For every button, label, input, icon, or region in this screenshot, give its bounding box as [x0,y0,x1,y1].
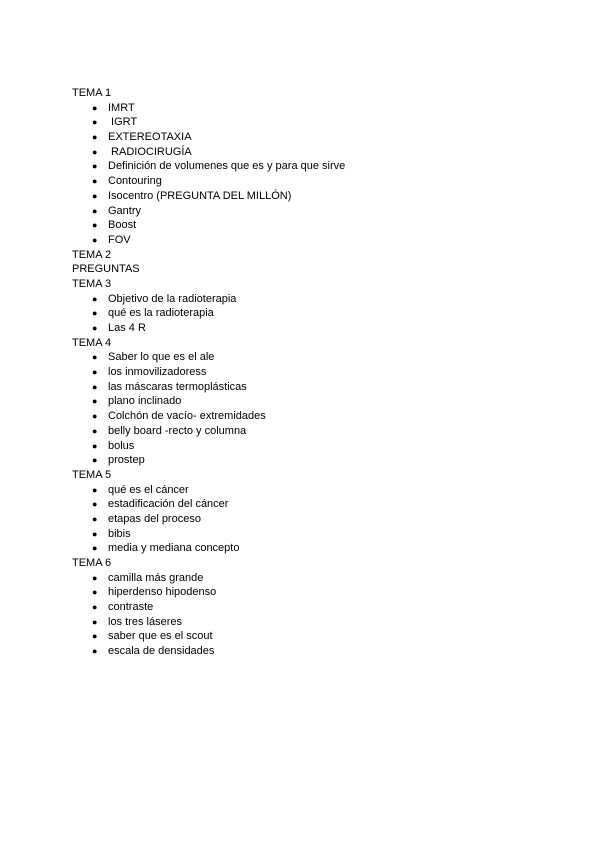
bullet-icon: ● [92,367,98,378]
list-item-text: plano inclinado [108,395,182,408]
list-item [72,585,552,600]
list-item-text: las máscaras termoplásticas [108,380,247,393]
list-item [72,483,552,498]
list-item [72,424,552,439]
list-item [72,512,552,527]
list-item-text: los inmovilizadoress [108,366,207,379]
list-item-text: escala de densidades [108,645,215,658]
bullet-icon: ● [92,205,98,216]
bullet-icon: ● [92,308,98,319]
list-item-text: Las 4 R [108,322,146,334]
list-item [72,409,552,424]
bullet-icon: ● [92,616,98,627]
bullet-icon: ● [92,602,98,613]
list-item [72,115,552,130]
list-item [72,394,552,409]
bullet-icon: ● [92,161,98,172]
list-item [72,350,552,365]
section-heading: TEMA 2 [72,248,112,261]
bullet-icon: ● [92,646,98,657]
bullet-icon: ● [92,132,98,143]
list-item-text: Saber lo que es el ale [108,351,215,364]
list-item [72,453,552,468]
list-item [72,600,552,615]
bullet-icon: ● [92,631,98,642]
bullet-icon: ● [92,146,98,157]
list-item-text: Isocentro (PREGUNTA DEL MILLÓN) [108,189,292,202]
list-item-text: RADIOCIRUGÍA [108,145,192,158]
bullet-icon: ● [92,293,98,304]
section-heading: PREGUNTAS [72,263,140,276]
bullet-icon: ● [92,102,98,113]
list-item-text: camilla más grande [108,571,204,584]
bullet-icon: ● [92,381,98,392]
list-item-text: media y mediana concepto [108,542,240,555]
bullet-icon: ● [92,425,98,436]
list-item [72,541,552,556]
bullet-icon: ● [92,396,98,407]
list-item [72,615,552,630]
section-heading: TEMA 1 [72,87,112,99]
list-item-text: los tres láseres [108,615,182,628]
bullet-icon: ● [92,455,98,466]
list-item-text: bolus [108,439,135,452]
list-item [72,439,552,454]
bullet-icon: ● [92,440,98,451]
section-heading: TEMA 5 [72,468,112,481]
list-item [72,101,552,116]
bullet-icon: ● [92,499,98,510]
list-item [72,571,552,586]
section-heading: TEMA 6 [72,557,112,569]
list-item [72,380,552,395]
bullet-icon: ● [92,352,98,363]
list-item [72,321,552,336]
list-item-text: Contouring [108,175,162,188]
list-item [72,527,552,542]
list-item-text: EXTEREOTAXIA [108,131,192,144]
bullet-icon: ● [92,513,98,524]
list-item-text: belly board -recto y columna [108,424,247,437]
list-item [72,292,552,307]
bullet-icon: ● [92,220,98,231]
list-item [72,189,552,204]
list-item-text: IMRT [108,101,135,114]
section-heading: TEMA 4 [72,336,112,349]
list-item [72,365,552,380]
list-item-text: saber que es el scout [108,630,213,643]
list-item [72,233,552,248]
list-item-text: qué es la radioterapia [108,307,214,320]
list-item-text: Definición de volumenes que es y para que sirve [108,160,346,173]
bullet-icon: ● [92,411,98,422]
bullet-icon: ● [92,572,98,583]
section-heading: TEMA 3 [72,277,112,290]
list-item-text: Boost [108,219,137,232]
list-item [72,497,552,512]
list-item [72,130,552,145]
list-item-text: estadificación del cáncer [108,498,229,511]
list-item [72,145,552,160]
bullet-icon: ● [92,528,98,539]
list-item-text: IGRT [108,116,138,129]
list-item-text: bibis [108,527,131,540]
list-item-text: Gantry [108,204,142,217]
list-item-text: hiperdenso hipodenso [108,586,217,599]
list-item-text: prostep [108,454,145,467]
list-item [72,306,552,321]
list-item [72,644,552,659]
document-body [72,86,552,659]
list-item [72,218,552,233]
list-item [72,159,552,174]
bullet-icon: ● [92,587,98,598]
list-item-text: Colchón de vacío- extremidades [108,410,266,423]
list-item-text: etapas del proceso [108,512,201,525]
list-item [72,629,552,644]
bullet-icon: ● [92,484,98,495]
bullet-icon: ● [92,543,98,554]
bullet-icon: ● [92,234,98,245]
list-item-text: Objetivo de la radioterapia [108,292,237,305]
bullet-icon: ● [92,117,98,128]
list-item [72,174,552,189]
list-item [72,204,552,219]
bullet-icon: ● [92,190,98,201]
bullet-icon: ● [92,176,98,187]
bullet-icon: ● [92,323,98,333]
list-item-text: qué es el cáncer [108,483,189,496]
list-item-text: contraste [108,601,154,614]
list-item-text: FOV [108,233,131,246]
